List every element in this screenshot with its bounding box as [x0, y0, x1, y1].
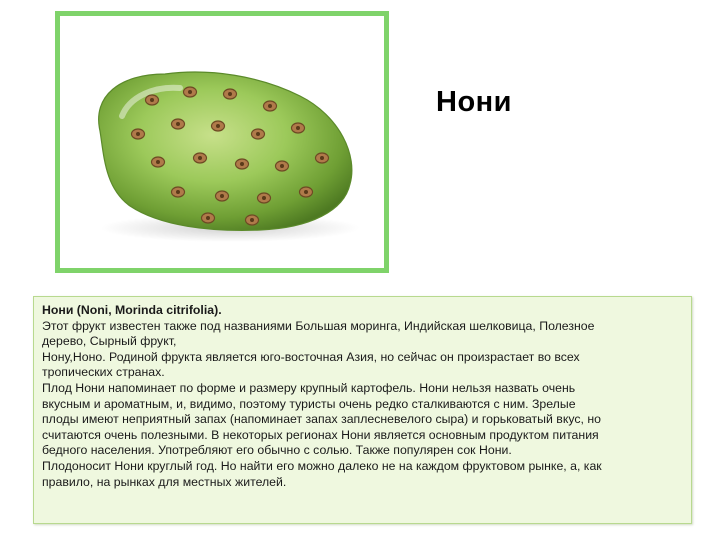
fruit-pit-center: [136, 132, 140, 136]
fruit-pit-center: [296, 126, 300, 130]
fruit-pit-center: [176, 122, 180, 126]
fruit-pit-center: [206, 216, 210, 220]
fruit-pit-center: [280, 164, 284, 168]
fruit-pit-center: [156, 160, 160, 164]
description-line: Нону,Ноно. Родиной фрукта является юго-восточная Азия, но сейчас он произрастает во всех: [42, 349, 580, 364]
description-heading: Нони (Noni, Morinda citrifolia).: [42, 303, 222, 317]
description-line: бедного населения. Употребляют его обычно с солью. Также популярен сок Нони.: [42, 443, 512, 458]
description-line: Плод Нони напоминает по форме и размеру крупный картофель. Нони нельзя назвать очень: [42, 380, 576, 395]
description-line: плоды имеют неприятный запах (напоминает запах заплесневелого сыра) и горьковатый вкус, но: [42, 412, 601, 427]
page-title: Нони: [436, 86, 513, 118]
description-box: [33, 296, 692, 524]
noni-fruit-image: [60, 16, 384, 268]
description-line: тропических странах.: [42, 365, 165, 380]
fruit-pit-center: [320, 156, 324, 160]
description-line: вкусным и ароматным, и, видимо, поэтому туристы очень редко сталкиваются с ним. Зрелые: [42, 396, 576, 411]
fruit-photo-frame: [55, 11, 389, 273]
fruit-pit-center: [250, 218, 254, 222]
fruit-pit-center: [304, 190, 308, 194]
fruit-pit-center: [216, 124, 220, 128]
fruit-pit-center: [198, 156, 202, 160]
fruit-pit-center: [188, 90, 192, 94]
fruit-pit-center: [262, 196, 266, 200]
fruit-pit-center: [240, 162, 244, 166]
fruit-pit-center: [176, 190, 180, 194]
fruit-pit-center: [256, 132, 260, 136]
description-line: считаются очень полезными. В некоторых регионах Нони является основным продуктом питания: [42, 427, 599, 442]
description-line: дерево, Сырный фрукт,: [42, 334, 177, 349]
fruit-pit-center: [150, 98, 154, 102]
fruit-pit-center: [228, 92, 232, 96]
description-line: Этот фрукт известен также под названиями Большая моринга, Индийская шелковица, Полезное: [42, 318, 595, 333]
fruit-pit-center: [268, 104, 272, 108]
fruit-pit-center: [220, 194, 224, 198]
description-line: Плодоносит Нони круглый год. Но найти его можно далеко не на каждом фруктовом рынке, а, как: [42, 458, 602, 473]
description-line: правило, на рынках для местных жителей.: [42, 474, 287, 489]
